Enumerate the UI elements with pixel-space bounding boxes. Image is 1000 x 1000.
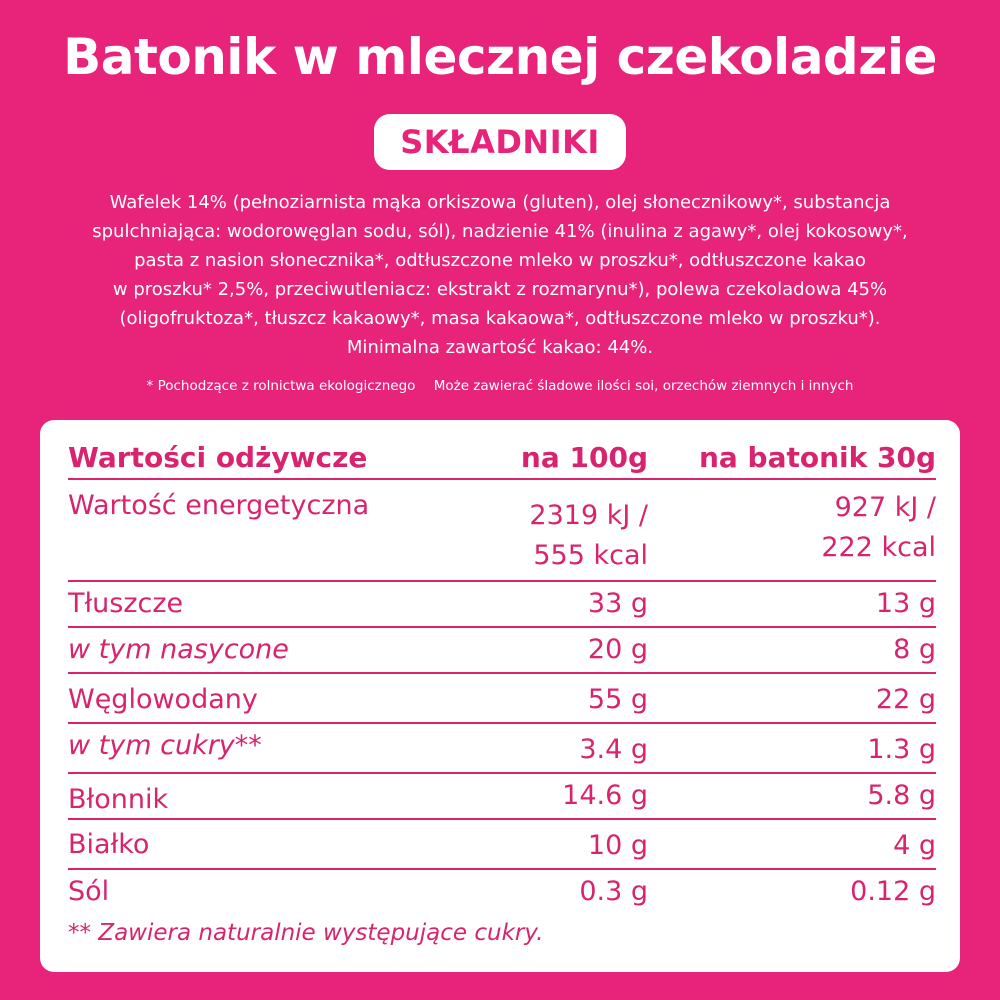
table-row bbox=[68, 776, 936, 820]
row-per-100g: 3.4 g bbox=[579, 734, 648, 765]
section-label-badge: SKŁADNIKI bbox=[374, 114, 626, 170]
row-per-100g: 55 g bbox=[587, 684, 648, 715]
row-per-bar: 0.12 g bbox=[850, 876, 936, 907]
energy-per-bar-kj: 927 kJ / bbox=[834, 492, 936, 523]
row-per-100g: 20 g bbox=[587, 634, 648, 665]
nutrition-table bbox=[40, 420, 960, 972]
row-label: w tym nasycone bbox=[68, 634, 289, 665]
row-per-100g: 0.3 g bbox=[579, 876, 648, 907]
row-per-bar: 5.8 g bbox=[867, 780, 936, 811]
row-label: Sól bbox=[68, 876, 110, 907]
table-row bbox=[68, 630, 936, 674]
allergen-footnote: Może zawierać śladowe ilości soi, orzechów ziemnych i innych bbox=[433, 378, 854, 394]
table-row bbox=[68, 676, 936, 724]
row-per-bar: 22 g bbox=[875, 684, 936, 715]
row-per-100g: 10 g bbox=[587, 830, 648, 861]
ingredients-line: w proszku* 2,5%, przeciwutleniacz: ekstrakt z rozmarynu*), polewa czekoladowa 45% bbox=[112, 279, 888, 300]
row-label: Białko bbox=[68, 829, 150, 860]
ingredients-line: pasta z nasion słonecznika*, odtłuszczone mleko w proszku*, odtłuszczone kakao bbox=[134, 250, 866, 271]
ingredients-line: (oligofruktoza*, tłuszcz kakaowy*, masa kakaowa*, odtłuszczone mleko w proszku*). bbox=[119, 308, 881, 329]
row-per-bar: 8 g bbox=[893, 634, 936, 665]
row-label: w tym cukry** bbox=[68, 730, 262, 761]
footnote bbox=[40, 378, 960, 394]
ingredients-line: Minimalna zawartość kakao: 44%. bbox=[346, 337, 654, 358]
table-row bbox=[68, 872, 936, 914]
energy-per-bar-kcal: 222 kcal bbox=[821, 532, 936, 563]
table-header-row bbox=[68, 438, 936, 480]
ingredients-line: spulchniająca: wodorowęglan sodu, sól), nadzienie 41% (inulina z agawy*, olej kokosowy*, bbox=[92, 221, 908, 242]
organic-footnote: * Pochodzące z rolnictwa ekologicznego bbox=[146, 378, 416, 394]
row-label: Błonnik bbox=[68, 784, 169, 815]
ingredients-text bbox=[40, 188, 960, 362]
table-row-energy bbox=[68, 482, 936, 582]
section-label-wrap bbox=[0, 114, 1000, 170]
table-row bbox=[68, 726, 936, 774]
row-label: Tłuszcze bbox=[68, 588, 184, 619]
row-per-bar: 13 g bbox=[875, 588, 936, 619]
energy-per-100g-kj: 2319 kJ / bbox=[529, 500, 648, 531]
sugar-footnote: ** Zawiera naturalnie występujące cukry. bbox=[68, 920, 544, 946]
row-label: Węglowodany bbox=[68, 684, 258, 715]
energy-label: Wartość energetyczna bbox=[68, 490, 370, 521]
ingredients-line: Wafelek 14% (pełnoziarnista mąka orkiszowa (gluten), olej słonecznikowy*, substancja bbox=[109, 192, 891, 213]
energy-per-bar bbox=[821, 488, 936, 568]
row-per-100g: 33 g bbox=[587, 588, 648, 619]
energy-per-100g-kcal: 555 kcal bbox=[533, 540, 648, 571]
row-per-bar: 4 g bbox=[893, 830, 936, 861]
table-row bbox=[68, 584, 936, 628]
header-per-100g: na 100g bbox=[520, 441, 648, 474]
row-per-100g: 14.6 g bbox=[562, 780, 648, 811]
header-per-bar: na batonik 30g bbox=[698, 441, 936, 474]
page-title: Batonik w mlecznej czekoladzie bbox=[63, 28, 937, 86]
energy-per-100g bbox=[529, 496, 648, 576]
header-nutrients: Wartości odżywcze bbox=[68, 441, 368, 474]
row-per-bar: 1.3 g bbox=[867, 734, 936, 765]
table-row bbox=[68, 822, 936, 870]
